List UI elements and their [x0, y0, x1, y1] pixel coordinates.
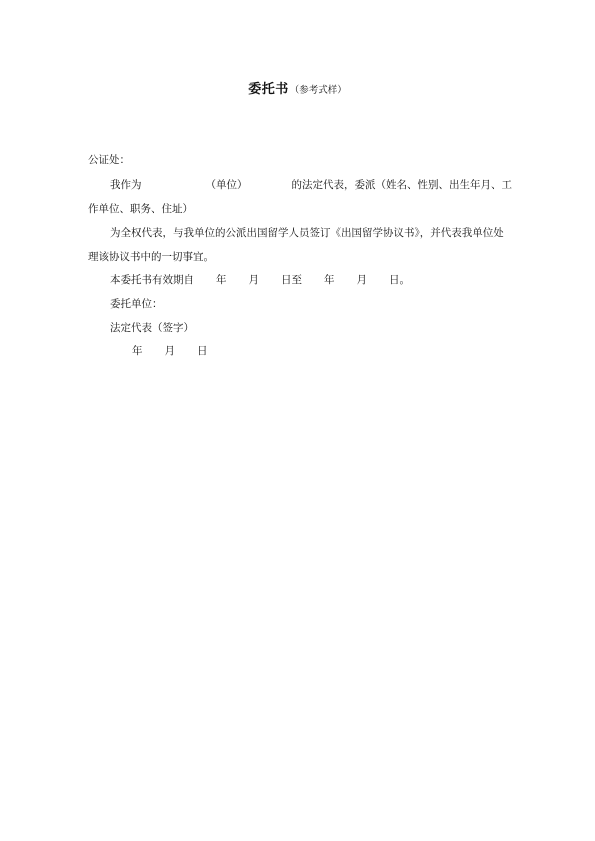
paragraph-1-line-2: 作单位、职务、住址）: [88, 203, 193, 215]
validity-prefix: 本委托书有效期自: [110, 274, 194, 286]
legal-representative-signature: 法定代表（签字）: [110, 322, 194, 334]
document-subtitle: （参考式样）: [289, 85, 347, 96]
paragraph-1-line-1: [110, 178, 512, 192]
validity-year-2: 年: [324, 274, 335, 286]
date-month: 月: [164, 345, 175, 357]
para1-text-a: 我作为: [110, 179, 142, 191]
validity-month-2: 月: [356, 274, 367, 286]
salutation: 公证处：: [88, 154, 130, 166]
para1-text-b: （单位）: [205, 179, 248, 191]
validity-month-1: 月: [248, 274, 259, 286]
date-day: 日: [197, 345, 208, 357]
signature-date: [132, 344, 208, 358]
date-year: 年: [132, 345, 143, 357]
paragraph-2-line-2: 理该协议书中的一切事宜。: [88, 251, 214, 263]
validity-line: [110, 273, 410, 287]
validity-day-to: 日至: [281, 274, 302, 286]
paragraph-2-line-1: 为全权代表，与我单位的公派出国留学人员签订《出国留学协议书》，并代表我单位处: [110, 227, 504, 239]
document-title: 委托书: [248, 82, 289, 97]
para1-text-c: 的法定代表，委派（姓名、性别、出生年月、工: [291, 179, 512, 191]
entrusting-unit: 委托单位：: [110, 298, 163, 310]
validity-year-1: 年: [216, 274, 227, 286]
validity-day-end: 日。: [389, 274, 410, 286]
title-row: [0, 78, 595, 97]
